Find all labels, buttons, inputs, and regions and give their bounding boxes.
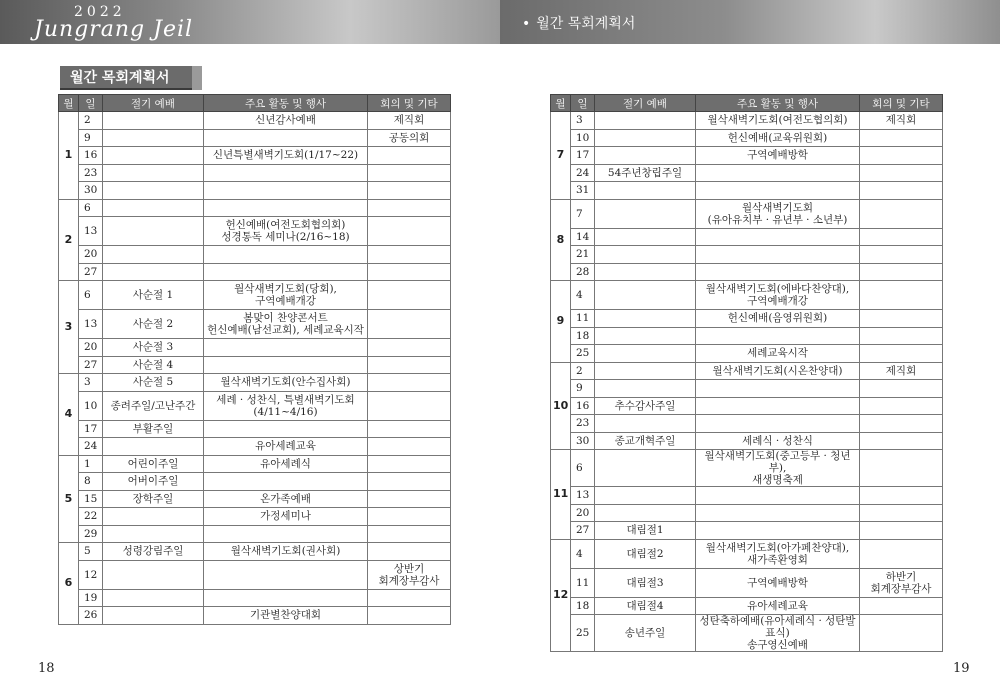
season-cell: 사순절 3 xyxy=(103,339,204,357)
event-cell: 월삭새벽기도회(여전도협의회) xyxy=(696,112,860,130)
day-cell: 18 xyxy=(571,327,595,345)
day-cell: 8 xyxy=(79,473,103,491)
meeting-cell xyxy=(368,182,451,200)
season-cell xyxy=(103,129,204,147)
event-cell xyxy=(204,129,368,147)
meeting-cell xyxy=(860,487,943,505)
season-cell xyxy=(595,504,696,522)
season-cell: 성령강림주일 xyxy=(103,543,204,561)
day-cell: 29 xyxy=(79,525,103,543)
season-cell xyxy=(103,263,204,281)
day-cell: 9 xyxy=(571,380,595,398)
table-row xyxy=(551,228,943,246)
day-cell: 18 xyxy=(571,597,595,615)
page-number-left: 18 xyxy=(38,661,55,676)
event-cell: 월삭새벽기도회(에바다찬양대), 구역예배개강 xyxy=(696,281,860,310)
day-cell: 7 xyxy=(571,199,595,228)
day-cell: 31 xyxy=(571,182,595,200)
day-cell: 24 xyxy=(79,438,103,456)
table-header-row xyxy=(551,95,943,112)
day-cell: 20 xyxy=(79,339,103,357)
meeting-cell xyxy=(368,356,451,374)
season-cell xyxy=(595,345,696,363)
season-cell xyxy=(595,310,696,328)
season-cell xyxy=(103,438,204,456)
header-title xyxy=(522,13,635,33)
table-row xyxy=(59,391,451,420)
meeting-cell xyxy=(368,199,451,217)
meeting-cell xyxy=(368,263,451,281)
meeting-cell xyxy=(860,164,943,182)
season-cell xyxy=(595,182,696,200)
meeting-cell xyxy=(860,228,943,246)
table-row xyxy=(551,415,943,433)
event-cell xyxy=(204,473,368,491)
meeting-cell xyxy=(860,263,943,281)
meeting-cell xyxy=(860,147,943,165)
col-month: 월 xyxy=(59,95,79,112)
event-cell xyxy=(696,522,860,540)
meeting-cell xyxy=(860,380,943,398)
event-cell xyxy=(204,246,368,264)
table-row xyxy=(59,199,451,217)
header-title-text: 월간 목회계획서 xyxy=(536,16,636,32)
meeting-cell xyxy=(368,217,451,246)
table-row xyxy=(59,525,451,543)
event-cell xyxy=(204,339,368,357)
meeting-cell xyxy=(860,345,943,363)
table-row xyxy=(59,607,451,625)
event-cell xyxy=(696,487,860,505)
day-cell: 27 xyxy=(571,522,595,540)
meeting-cell xyxy=(860,615,943,652)
month-cell: 7 xyxy=(551,112,571,200)
season-cell xyxy=(595,380,696,398)
event-cell: 신년감사예배 xyxy=(204,112,368,130)
meeting-cell xyxy=(368,473,451,491)
col-meeting: 회의 및 기타 xyxy=(860,95,943,112)
event-cell xyxy=(204,199,368,217)
table-row xyxy=(59,490,451,508)
meeting-cell xyxy=(860,597,943,615)
day-cell: 26 xyxy=(79,607,103,625)
table-row xyxy=(551,263,943,281)
meeting-cell xyxy=(860,397,943,415)
season-cell xyxy=(595,487,696,505)
season-cell xyxy=(103,199,204,217)
table-row xyxy=(59,246,451,264)
season-cell xyxy=(595,199,696,228)
plan-table-right xyxy=(550,94,943,652)
event-cell: 가정세미나 xyxy=(204,508,368,526)
day-cell: 21 xyxy=(571,246,595,264)
table-row xyxy=(551,362,943,380)
col-season: 절기 예배 xyxy=(103,95,204,112)
table-row xyxy=(551,397,943,415)
event-cell xyxy=(204,560,368,589)
table-row xyxy=(551,164,943,182)
table-row xyxy=(59,164,451,182)
event-cell xyxy=(696,397,860,415)
table-row xyxy=(551,487,943,505)
event-cell: 유아세례식 xyxy=(204,455,368,473)
table-row xyxy=(59,508,451,526)
day-cell: 20 xyxy=(571,504,595,522)
event-cell xyxy=(204,525,368,543)
season-cell xyxy=(103,589,204,607)
season-cell xyxy=(103,246,204,264)
event-cell: 세례교육시작 xyxy=(696,345,860,363)
day-cell: 25 xyxy=(571,615,595,652)
event-cell: 유아세례교육 xyxy=(696,597,860,615)
day-cell: 4 xyxy=(571,539,595,568)
meeting-cell xyxy=(860,246,943,264)
day-cell: 20 xyxy=(79,246,103,264)
season-cell: 부활주일 xyxy=(103,420,204,438)
event-cell: 월삭새벽기도회(아가페찬양대), 새가족환영회 xyxy=(696,539,860,568)
meeting-cell xyxy=(368,508,451,526)
month-cell: 3 xyxy=(59,281,79,374)
season-cell xyxy=(103,525,204,543)
table-row xyxy=(551,380,943,398)
month-cell: 6 xyxy=(59,543,79,625)
table-row xyxy=(551,310,943,328)
season-cell xyxy=(595,112,696,130)
season-cell xyxy=(595,263,696,281)
table-row xyxy=(59,112,451,130)
season-cell xyxy=(595,129,696,147)
season-cell xyxy=(595,415,696,433)
table-row xyxy=(551,182,943,200)
event-cell: 기관별찬양대회 xyxy=(204,607,368,625)
day-cell: 4 xyxy=(571,281,595,310)
season-cell: 어버이주일 xyxy=(103,473,204,491)
event-cell xyxy=(696,263,860,281)
meeting-cell xyxy=(368,589,451,607)
season-cell: 대림절4 xyxy=(595,597,696,615)
season-cell: 추수감사주일 xyxy=(595,397,696,415)
meeting-cell: 하반기 회계장부감사 xyxy=(860,568,943,597)
table-row xyxy=(551,129,943,147)
event-cell xyxy=(696,182,860,200)
day-cell: 2 xyxy=(571,362,595,380)
meeting-cell xyxy=(368,543,451,561)
event-cell xyxy=(696,504,860,522)
meeting-cell xyxy=(860,432,943,450)
meeting-cell xyxy=(368,420,451,438)
event-cell: 월삭새벽기도회(안수집사회) xyxy=(204,374,368,392)
meeting-cell: 제직회 xyxy=(368,112,451,130)
table-row xyxy=(59,543,451,561)
month-cell: 1 xyxy=(59,112,79,200)
table-row xyxy=(551,597,943,615)
season-cell xyxy=(103,112,204,130)
event-cell xyxy=(204,589,368,607)
season-cell: 어린이주일 xyxy=(103,455,204,473)
plan-table-left xyxy=(58,94,451,625)
table-row xyxy=(551,199,943,228)
event-cell: 월삭새벽기도회(시온찬양대) xyxy=(696,362,860,380)
season-cell: 종려주일/고난주간 xyxy=(103,391,204,420)
table-row xyxy=(551,281,943,310)
meeting-cell xyxy=(860,129,943,147)
col-day: 일 xyxy=(79,95,103,112)
month-cell: 9 xyxy=(551,281,571,363)
season-cell xyxy=(595,281,696,310)
day-cell: 22 xyxy=(79,508,103,526)
table-row xyxy=(59,310,451,339)
table-row xyxy=(551,615,943,652)
logo-name: Jungrang Jeil xyxy=(34,17,194,42)
season-cell xyxy=(103,607,204,625)
table-row xyxy=(551,147,943,165)
season-cell: 대림절3 xyxy=(595,568,696,597)
table-row xyxy=(551,522,943,540)
table-row xyxy=(551,539,943,568)
season-cell xyxy=(103,217,204,246)
day-cell: 2 xyxy=(79,112,103,130)
month-cell: 4 xyxy=(59,374,79,456)
season-cell xyxy=(595,327,696,345)
day-cell: 27 xyxy=(79,356,103,374)
bullet-icon: • xyxy=(522,16,531,32)
meeting-cell: 공동의회 xyxy=(368,129,451,147)
event-cell: 유아세례교육 xyxy=(204,438,368,456)
table-row xyxy=(59,420,451,438)
event-cell: 월삭새벽기도회(중고등부 · 청년부), 새생명축제 xyxy=(696,450,860,487)
day-cell: 10 xyxy=(79,391,103,420)
season-cell: 사순절 5 xyxy=(103,374,204,392)
logo-year: 2022 xyxy=(74,4,126,20)
season-cell xyxy=(103,164,204,182)
month-cell: 5 xyxy=(59,455,79,543)
day-cell: 24 xyxy=(571,164,595,182)
header-bar-left xyxy=(0,0,500,44)
table-header-row xyxy=(59,95,451,112)
day-cell: 5 xyxy=(79,543,103,561)
day-cell: 12 xyxy=(79,560,103,589)
meeting-cell: 제직회 xyxy=(860,362,943,380)
day-cell: 13 xyxy=(79,217,103,246)
season-cell xyxy=(595,147,696,165)
meeting-cell xyxy=(860,182,943,200)
day-cell: 27 xyxy=(79,263,103,281)
event-cell: 세례식 · 성찬식 xyxy=(696,432,860,450)
month-cell: 8 xyxy=(551,199,571,281)
table-row xyxy=(59,339,451,357)
meeting-cell xyxy=(368,147,451,165)
event-cell: 구역예배방학 xyxy=(696,568,860,597)
meeting-cell xyxy=(368,525,451,543)
table-row xyxy=(59,356,451,374)
table-row xyxy=(59,147,451,165)
table-row xyxy=(59,129,451,147)
month-cell: 10 xyxy=(551,362,571,450)
meeting-cell xyxy=(368,438,451,456)
col-event: 주요 활동 및 행사 xyxy=(696,95,860,112)
section-title: 월간 목회계획서 xyxy=(60,66,192,90)
event-cell xyxy=(696,327,860,345)
event-cell: 구역예배방학 xyxy=(696,147,860,165)
season-cell xyxy=(103,182,204,200)
month-cell: 11 xyxy=(551,450,571,540)
meeting-cell xyxy=(368,281,451,310)
day-cell: 16 xyxy=(79,147,103,165)
day-cell: 6 xyxy=(571,450,595,487)
day-cell: 17 xyxy=(571,147,595,165)
event-cell xyxy=(696,164,860,182)
day-cell: 3 xyxy=(79,374,103,392)
day-cell: 11 xyxy=(571,568,595,597)
day-cell: 23 xyxy=(571,415,595,433)
season-cell xyxy=(103,560,204,589)
season-cell xyxy=(595,228,696,246)
table-row xyxy=(551,246,943,264)
meeting-cell xyxy=(368,490,451,508)
plan-body-right xyxy=(551,112,943,652)
day-cell: 25 xyxy=(571,345,595,363)
meeting-cell xyxy=(860,310,943,328)
season-cell xyxy=(103,508,204,526)
meeting-cell xyxy=(368,164,451,182)
event-cell: 헌신예배(교육위원회) xyxy=(696,129,860,147)
season-cell: 사순절 4 xyxy=(103,356,204,374)
meeting-cell xyxy=(860,415,943,433)
season-cell: 종교개혁주일 xyxy=(595,432,696,450)
table-row xyxy=(59,560,451,589)
season-cell: 대림절1 xyxy=(595,522,696,540)
table-row xyxy=(551,112,943,130)
event-cell: 세례 · 성찬식, 특별새벽기도회 (4/11~4/16) xyxy=(204,391,368,420)
season-cell xyxy=(595,450,696,487)
meeting-cell xyxy=(368,607,451,625)
season-cell: 송년주일 xyxy=(595,615,696,652)
event-cell xyxy=(696,415,860,433)
event-cell: 월삭새벽기도회(당회), 구역예배개강 xyxy=(204,281,368,310)
day-cell: 13 xyxy=(79,310,103,339)
day-cell: 6 xyxy=(79,199,103,217)
day-cell: 14 xyxy=(571,228,595,246)
event-cell: 헌신예배(음영위원회) xyxy=(696,310,860,328)
meeting-cell xyxy=(860,199,943,228)
season-cell xyxy=(103,147,204,165)
col-event: 주요 활동 및 행사 xyxy=(204,95,368,112)
event-cell: 온가족예배 xyxy=(204,490,368,508)
col-day: 일 xyxy=(571,95,595,112)
day-cell: 23 xyxy=(79,164,103,182)
table-row xyxy=(59,281,451,310)
meeting-cell xyxy=(368,455,451,473)
meeting-cell: 상반기 회계장부감사 xyxy=(368,560,451,589)
table-row xyxy=(59,589,451,607)
day-cell: 9 xyxy=(79,129,103,147)
meeting-cell xyxy=(860,281,943,310)
table-row xyxy=(59,374,451,392)
col-meeting: 회의 및 기타 xyxy=(368,95,451,112)
event-cell xyxy=(204,164,368,182)
table-row xyxy=(551,450,943,487)
table-row xyxy=(59,217,451,246)
month-cell: 2 xyxy=(59,199,79,281)
day-cell: 1 xyxy=(79,455,103,473)
plan-body-left xyxy=(59,112,451,625)
day-cell: 11 xyxy=(571,310,595,328)
event-cell: 봄맞이 찬양콘서트 헌신예배(남선교회), 세례교육시작 xyxy=(204,310,368,339)
table-row xyxy=(59,473,451,491)
event-cell: 월삭새벽기도회 (유아유치부 · 유년부 · 소년부) xyxy=(696,199,860,228)
col-month: 월 xyxy=(551,95,571,112)
event-cell: 성탄축하예배(유아세례식 · 성탄발표식) 송구영신예배 xyxy=(696,615,860,652)
meeting-cell xyxy=(368,339,451,357)
table-row xyxy=(59,263,451,281)
season-cell xyxy=(595,246,696,264)
event-cell xyxy=(204,182,368,200)
meeting-cell xyxy=(368,246,451,264)
event-cell: 월삭새벽기도회(권사회) xyxy=(204,543,368,561)
table-row xyxy=(551,504,943,522)
table-row xyxy=(59,438,451,456)
season-cell: 54주년창립주일 xyxy=(595,164,696,182)
day-cell: 13 xyxy=(571,487,595,505)
meeting-cell xyxy=(860,450,943,487)
season-cell: 사순절 1 xyxy=(103,281,204,310)
day-cell: 3 xyxy=(571,112,595,130)
table-row xyxy=(551,568,943,597)
event-cell: 신년특별새벽기도회(1/17~22) xyxy=(204,147,368,165)
event-cell xyxy=(204,356,368,374)
table-row xyxy=(59,182,451,200)
event-cell xyxy=(204,263,368,281)
col-season: 절기 예배 xyxy=(595,95,696,112)
meeting-cell xyxy=(860,504,943,522)
meeting-cell xyxy=(860,539,943,568)
event-cell xyxy=(696,246,860,264)
table-row xyxy=(59,455,451,473)
meeting-cell xyxy=(368,310,451,339)
meeting-cell xyxy=(860,327,943,345)
event-cell: 헌신예배(여전도회협의회) 성경통독 세미나(2/16~18) xyxy=(204,217,368,246)
month-cell: 12 xyxy=(551,539,571,652)
meeting-cell: 제직회 xyxy=(860,112,943,130)
meeting-cell xyxy=(860,522,943,540)
meeting-cell xyxy=(368,391,451,420)
table-row xyxy=(551,327,943,345)
day-cell: 28 xyxy=(571,263,595,281)
table-row xyxy=(551,432,943,450)
event-cell xyxy=(696,380,860,398)
page-number-right: 19 xyxy=(953,661,970,676)
day-cell: 30 xyxy=(79,182,103,200)
table-row xyxy=(551,345,943,363)
season-cell: 사순절 2 xyxy=(103,310,204,339)
season-cell xyxy=(595,362,696,380)
day-cell: 30 xyxy=(571,432,595,450)
day-cell: 17 xyxy=(79,420,103,438)
event-cell xyxy=(696,228,860,246)
day-cell: 10 xyxy=(571,129,595,147)
day-cell: 6 xyxy=(79,281,103,310)
meeting-cell xyxy=(368,374,451,392)
event-cell xyxy=(204,420,368,438)
day-cell: 19 xyxy=(79,589,103,607)
season-cell: 장학주일 xyxy=(103,490,204,508)
season-cell: 대림절2 xyxy=(595,539,696,568)
day-cell: 15 xyxy=(79,490,103,508)
day-cell: 16 xyxy=(571,397,595,415)
